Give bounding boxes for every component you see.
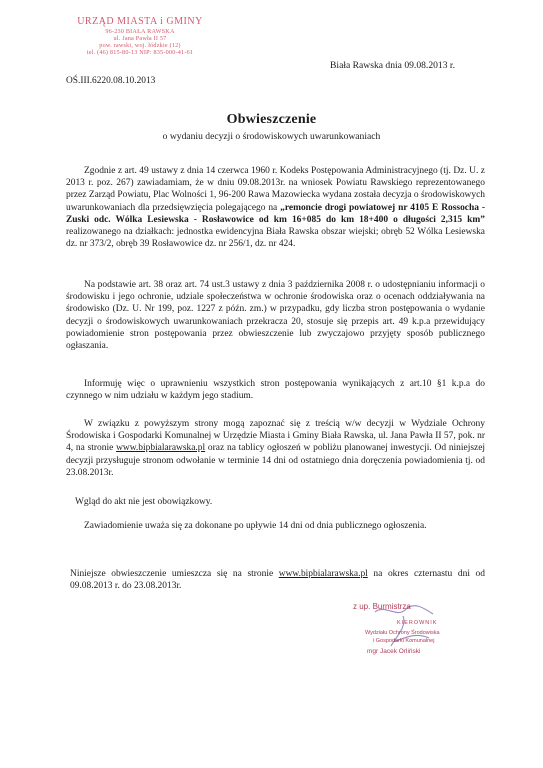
handwritten-signature-icon	[345, 602, 463, 670]
paragraph-legal-basis: Na podstawie art. 38 oraz art. 74 ust.3 ustawy z dnia 3 października 2008 r. o udostępnianiu informacji o środowisku i jego ochronie, udziale społeczeństwa w ochronie środowiska oraz o ocenach oddziaływania na środowisko (Dz. U. Nr 199, poz. 1227 z późn. zm.) w przypadku, gdy liczba stron postępowania o wydanie decyzji o środowiskowych uwarunkowaniach przekracza 20, stosuje się przepis art. 49 k.p.a przewidujący powiadomienie stron postępowania przez obwieszczenie lub zwyczajowo przyjęty sposób publicznego ogłaszania.	[66, 280, 485, 352]
stamp-district: pow. rawski, woj. łódzkie (12)	[99, 41, 181, 49]
reference-number: OŚ.III.6220.08.10.2013	[66, 76, 156, 86]
paragraph-decision-text-1: Zgodnie z art. 49 ustawy z dnia 14 czerwca 1960 r. Kodeks Postępowania Administracyjnego (tj. Dz. U. z 2013 r. poz. 267) zawiadamiam, że w dniu 09.08.2013r. na wniosek Powiatu Rawskiego reprezentowanego przez Zarząd Powiatu, Plac Wolności 1, 96-200 Rawa Mazowiecka wydana została decyzja o środowiskowych uwarunkowaniach dla przedsięwzięcia polegającego na	[66, 166, 485, 213]
signature-department-2: i Gospodarki Komunalnej	[373, 638, 435, 644]
bip-link-publication[interactable]: www.bipbialarawska.pl	[278, 569, 368, 579]
paragraph-decision-text-2: realizowanego na działkach: jednostka ewidencyjna Biała Rawska obszar wiejski; obręb 52 Wólka Lesiewska dz. nr 373/2, obręb 39 Rosławowice dz. nr 256/1, dz. nr 424.	[66, 227, 485, 250]
paragraph-access-text-1: W związku z powyższym strony mogą zapoznać się z treścią w/w decyzji w Wydziale Ochrony Środowiska i Gospodarki Komunalnej w Urzędzie Miasta i Gminy Biała Rawska, ul. Jana Pawła II 57, pok. nr 4, na stronie	[66, 419, 485, 454]
paragraph-publication-text-2: na okres czternastu dni od 09.08.2013 r. do 23.08.2013r.	[70, 569, 485, 592]
stamp-office-name: URZĄD MIASTA i GMINY	[77, 16, 203, 27]
stamp-street: ul. Jana Pawła II 57	[113, 34, 167, 42]
investment-description: „remoncie drogi powiatowej nr 4105 E Rossocha - Zuski odc. Wólka Lesiewska - Rosławowice od km 16+085 do km 18+400 o długości 2,315 km”	[66, 202, 485, 225]
signature-name: mgr Jacek Orliński	[367, 648, 421, 655]
paragraph-files-optional: Wgląd do akt nie jest obowiązkowy.	[75, 497, 213, 507]
paragraph-access	[66, 418, 485, 479]
signature-stamp	[345, 602, 463, 670]
stamp-phone-nip: tel. (46) 815-80-13 NIP: 835-000-41-61	[86, 48, 194, 56]
signature-role: KIEROWNIK	[397, 620, 438, 626]
paragraph-publication-text-1: Niniejsze obwieszczenie umieszcza się na stronie	[70, 569, 279, 579]
paragraph-publication	[70, 568, 485, 592]
document-subtitle: o wydaniu decyzji o środowiskowych uwarunkowaniach	[162, 131, 381, 142]
bip-link[interactable]: www.bipbialarawska.pl	[116, 443, 206, 454]
office-header-stamp	[70, 16, 210, 56]
paragraph-access-text-2: oraz na tablicy ogłoszeń w pobliżu planowanej inwestycji. Od niniejszej decyzji przysługuje stronom odwołanie w terminie 14 dni od ostatniego dnia doręczenia powiadomienia tj. od 23.08.2013r.	[66, 443, 486, 478]
place-and-date: Biała Rawska dnia 09.08.2013 r.	[330, 60, 455, 71]
stamp-postal-city: 96-230 BIAŁA RAWSKA	[105, 27, 175, 35]
paragraph-notification: Zawiadomienie uważa się za dokonane po upływie 14 dni od dnia publicznego ogłoszenia.	[84, 521, 427, 531]
signature-department: Wydziału Ochrony Środowiska	[365, 630, 440, 636]
document-title: Obwieszczenie	[226, 112, 317, 127]
paragraph-decision	[66, 165, 485, 250]
paragraph-rights: Informuję więc o uprawnieniu wszystkich stron postępowania wynikających z art.10 §1 k.p.a do czynnego w nim udziału w każdym jego stadium.	[66, 379, 485, 402]
signature-authority: z up. Burmistrza	[353, 602, 411, 611]
